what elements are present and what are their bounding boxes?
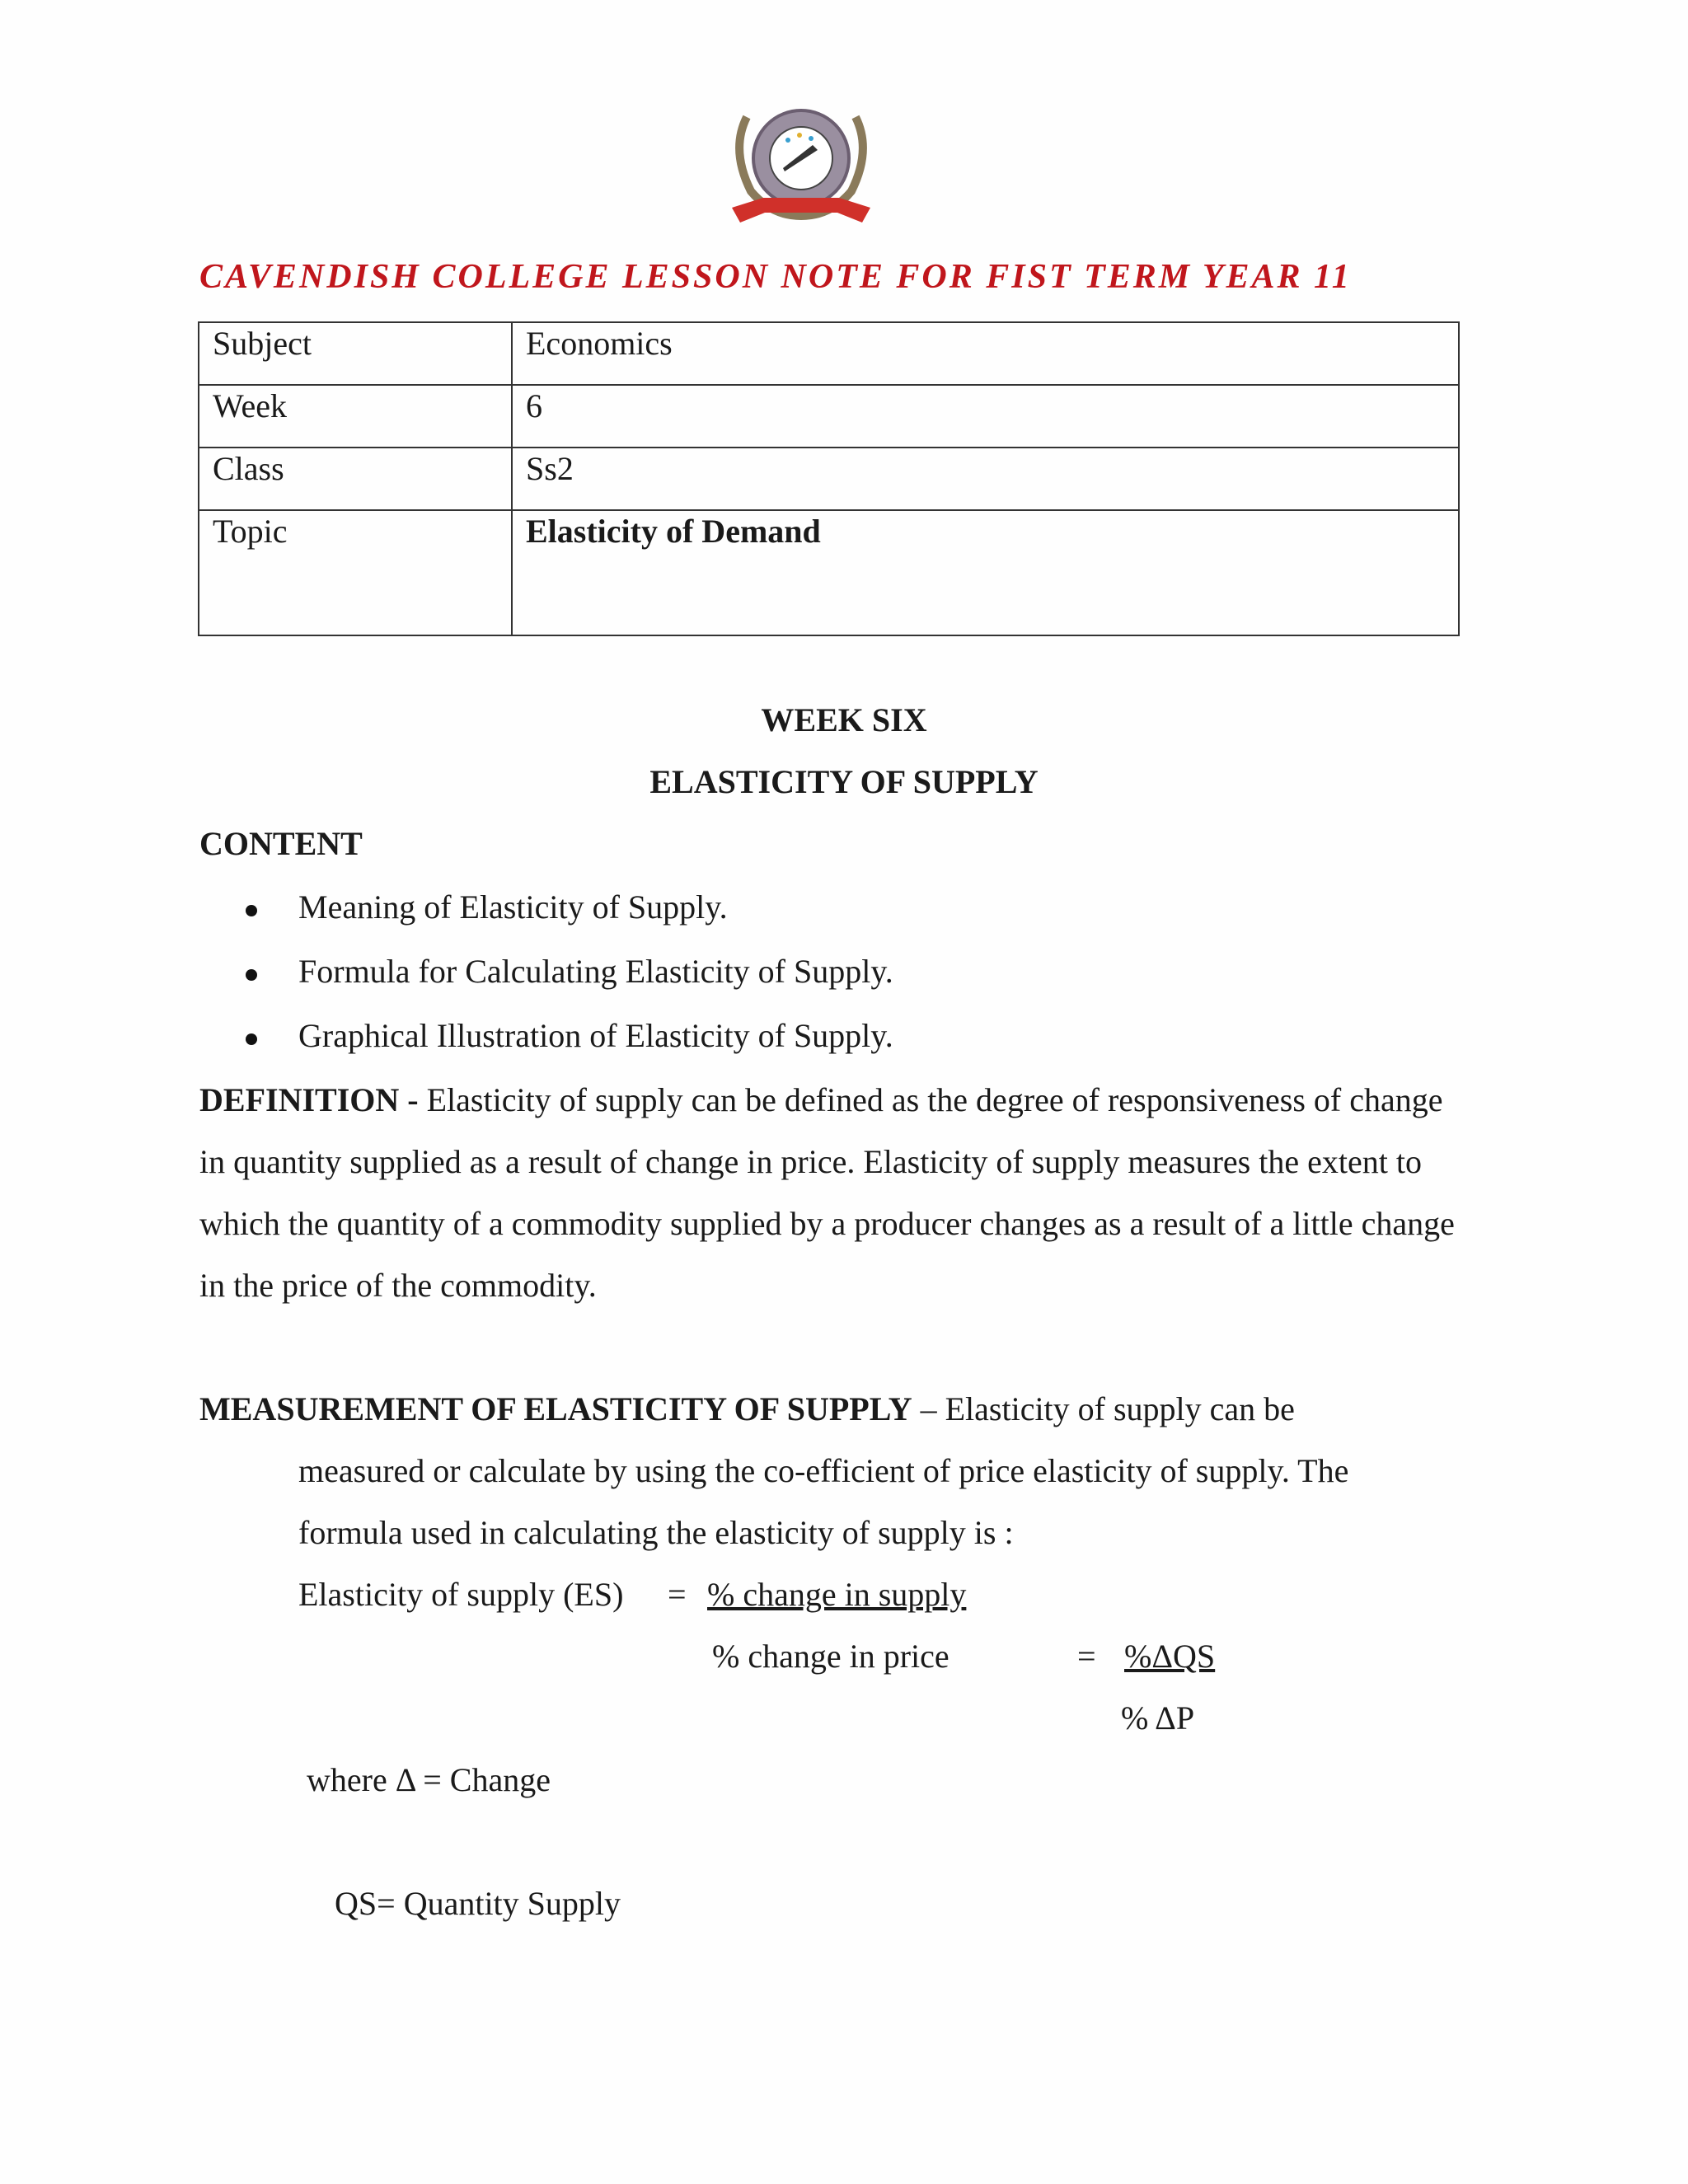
list-item: Graphical Illustration of Elasticity of Supply. [298, 1017, 893, 1054]
where-delta-note: where Δ = Change [307, 1761, 551, 1798]
measurement-dash: – [912, 1390, 945, 1427]
topic-label: Topic [199, 510, 512, 635]
class-value: Ss2 [512, 448, 1459, 510]
table-row [199, 448, 1459, 510]
content-heading: CONTENT [199, 825, 363, 862]
lesson-info-table [198, 321, 1460, 636]
class-label: Class [199, 448, 512, 510]
subject-label: Subject [199, 322, 512, 385]
measurement-line-1 [199, 1390, 1295, 1428]
list-item: Meaning of Elasticity of Supply. [298, 888, 728, 926]
table-row [199, 510, 1459, 635]
measurement-label: MEASUREMENT OF ELASTICITY OF SUPPLY [199, 1390, 912, 1427]
formula-equals-1: = [668, 1576, 687, 1613]
table-row [199, 322, 1459, 385]
topic-value: Elasticity of Demand [512, 510, 1459, 635]
college-logo [714, 92, 889, 237]
definition-text: Elasticity of supply can be defined as the degree of responsiveness of change in quantity supplied as a result of change in price. Elasticity of supply measures the extent to which the quantity of a commodity supplied by a producer changes as a result of a little change in the price of the commodity. [199, 1081, 1455, 1304]
week-value: 6 [512, 385, 1459, 448]
table-row [199, 385, 1459, 448]
formula-symbol-denominator: % ΔP [1121, 1699, 1195, 1736]
formula-numerator: % change in supply [707, 1576, 967, 1613]
lesson-note-title: CAVENDISH COLLEGE LESSON NOTE FOR FIST TERM YEAR 11 [199, 258, 1352, 296]
list-item: Formula for Calculating Elasticity of Supply. [298, 953, 893, 990]
definition-paragraph [199, 1069, 1469, 1316]
week-heading: WEEK SIX [761, 701, 927, 738]
topic-heading: ELASTICITY OF SUPPLY [649, 763, 1039, 800]
formula-equals-2: = [1077, 1638, 1096, 1675]
measurement-line-3: formula used in calculating the elasticity of supply is : [298, 1514, 1014, 1551]
formula-symbol-numerator: %ΔQS [1124, 1638, 1216, 1675]
qs-note: QS= Quantity Supply [335, 1885, 621, 1922]
bullet-icon [246, 905, 257, 916]
subject-value: Economics [512, 322, 1459, 385]
crest-icon [714, 92, 889, 237]
definition-label: DEFINITION - [199, 1081, 427, 1118]
formula-denominator: % change in price [712, 1638, 950, 1675]
measurement-line1-tail: Elasticity of supply can be [945, 1390, 1295, 1427]
week-label: Week [199, 385, 512, 448]
bullet-icon [246, 969, 257, 981]
formula-lhs: Elasticity of supply (ES) [298, 1576, 624, 1613]
measurement-line-2: measured or calculate by using the co-efficient of price elasticity of supply. The [298, 1452, 1349, 1489]
bullet-icon [246, 1033, 257, 1045]
